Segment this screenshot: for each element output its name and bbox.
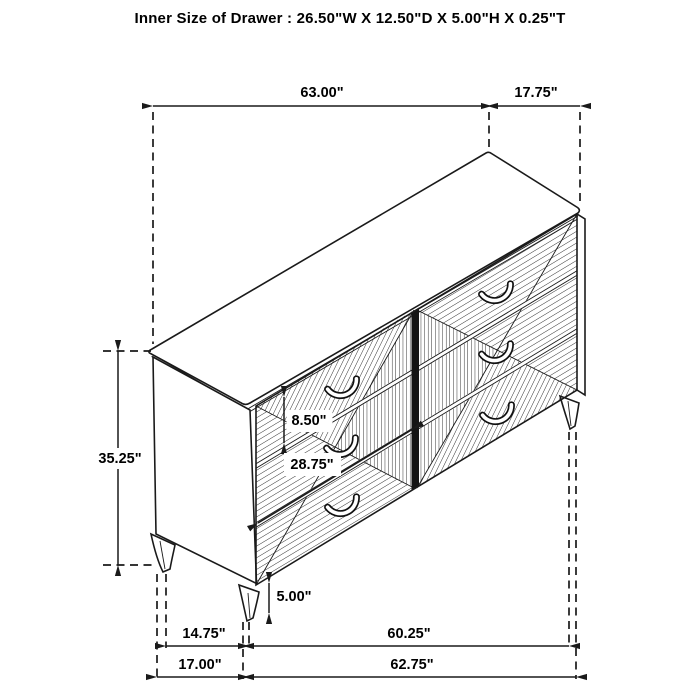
dresser-body bbox=[149, 152, 585, 621]
dim-label-63: 63.00" bbox=[300, 85, 344, 101]
dimension-base-depth-inner bbox=[166, 626, 243, 646]
dimension-leg-height bbox=[269, 583, 316, 613]
center-divider bbox=[412, 308, 420, 491]
right-edge-sliver bbox=[577, 214, 585, 395]
dimension-top-depth bbox=[492, 85, 580, 106]
dim-label-3525: 35.25" bbox=[98, 451, 142, 467]
dim-label-500: 5.00" bbox=[276, 589, 312, 605]
dimension-base-width-outer bbox=[249, 657, 576, 677]
dim-label-1700: 17.00" bbox=[178, 657, 222, 673]
dim-label-6275: 62.75" bbox=[390, 657, 434, 673]
dim-label-6025: 60.25" bbox=[387, 626, 431, 642]
dim-label-1775: 17.75" bbox=[514, 85, 558, 101]
dim-label-850: 8.50" bbox=[291, 413, 327, 429]
dim-label-2875: 28.75" bbox=[290, 457, 334, 473]
dimension-base-width-inner bbox=[249, 626, 569, 646]
dimension-base-depth-outer bbox=[157, 657, 243, 677]
dimension-overall-height bbox=[95, 351, 156, 565]
dim-label-1475: 14.75" bbox=[182, 626, 226, 642]
diagram-title: Inner Size of Drawer : 26.50"W X 12.50"D X 5.00"H X 0.25"T bbox=[134, 10, 566, 27]
dimension-top-width bbox=[153, 85, 487, 106]
